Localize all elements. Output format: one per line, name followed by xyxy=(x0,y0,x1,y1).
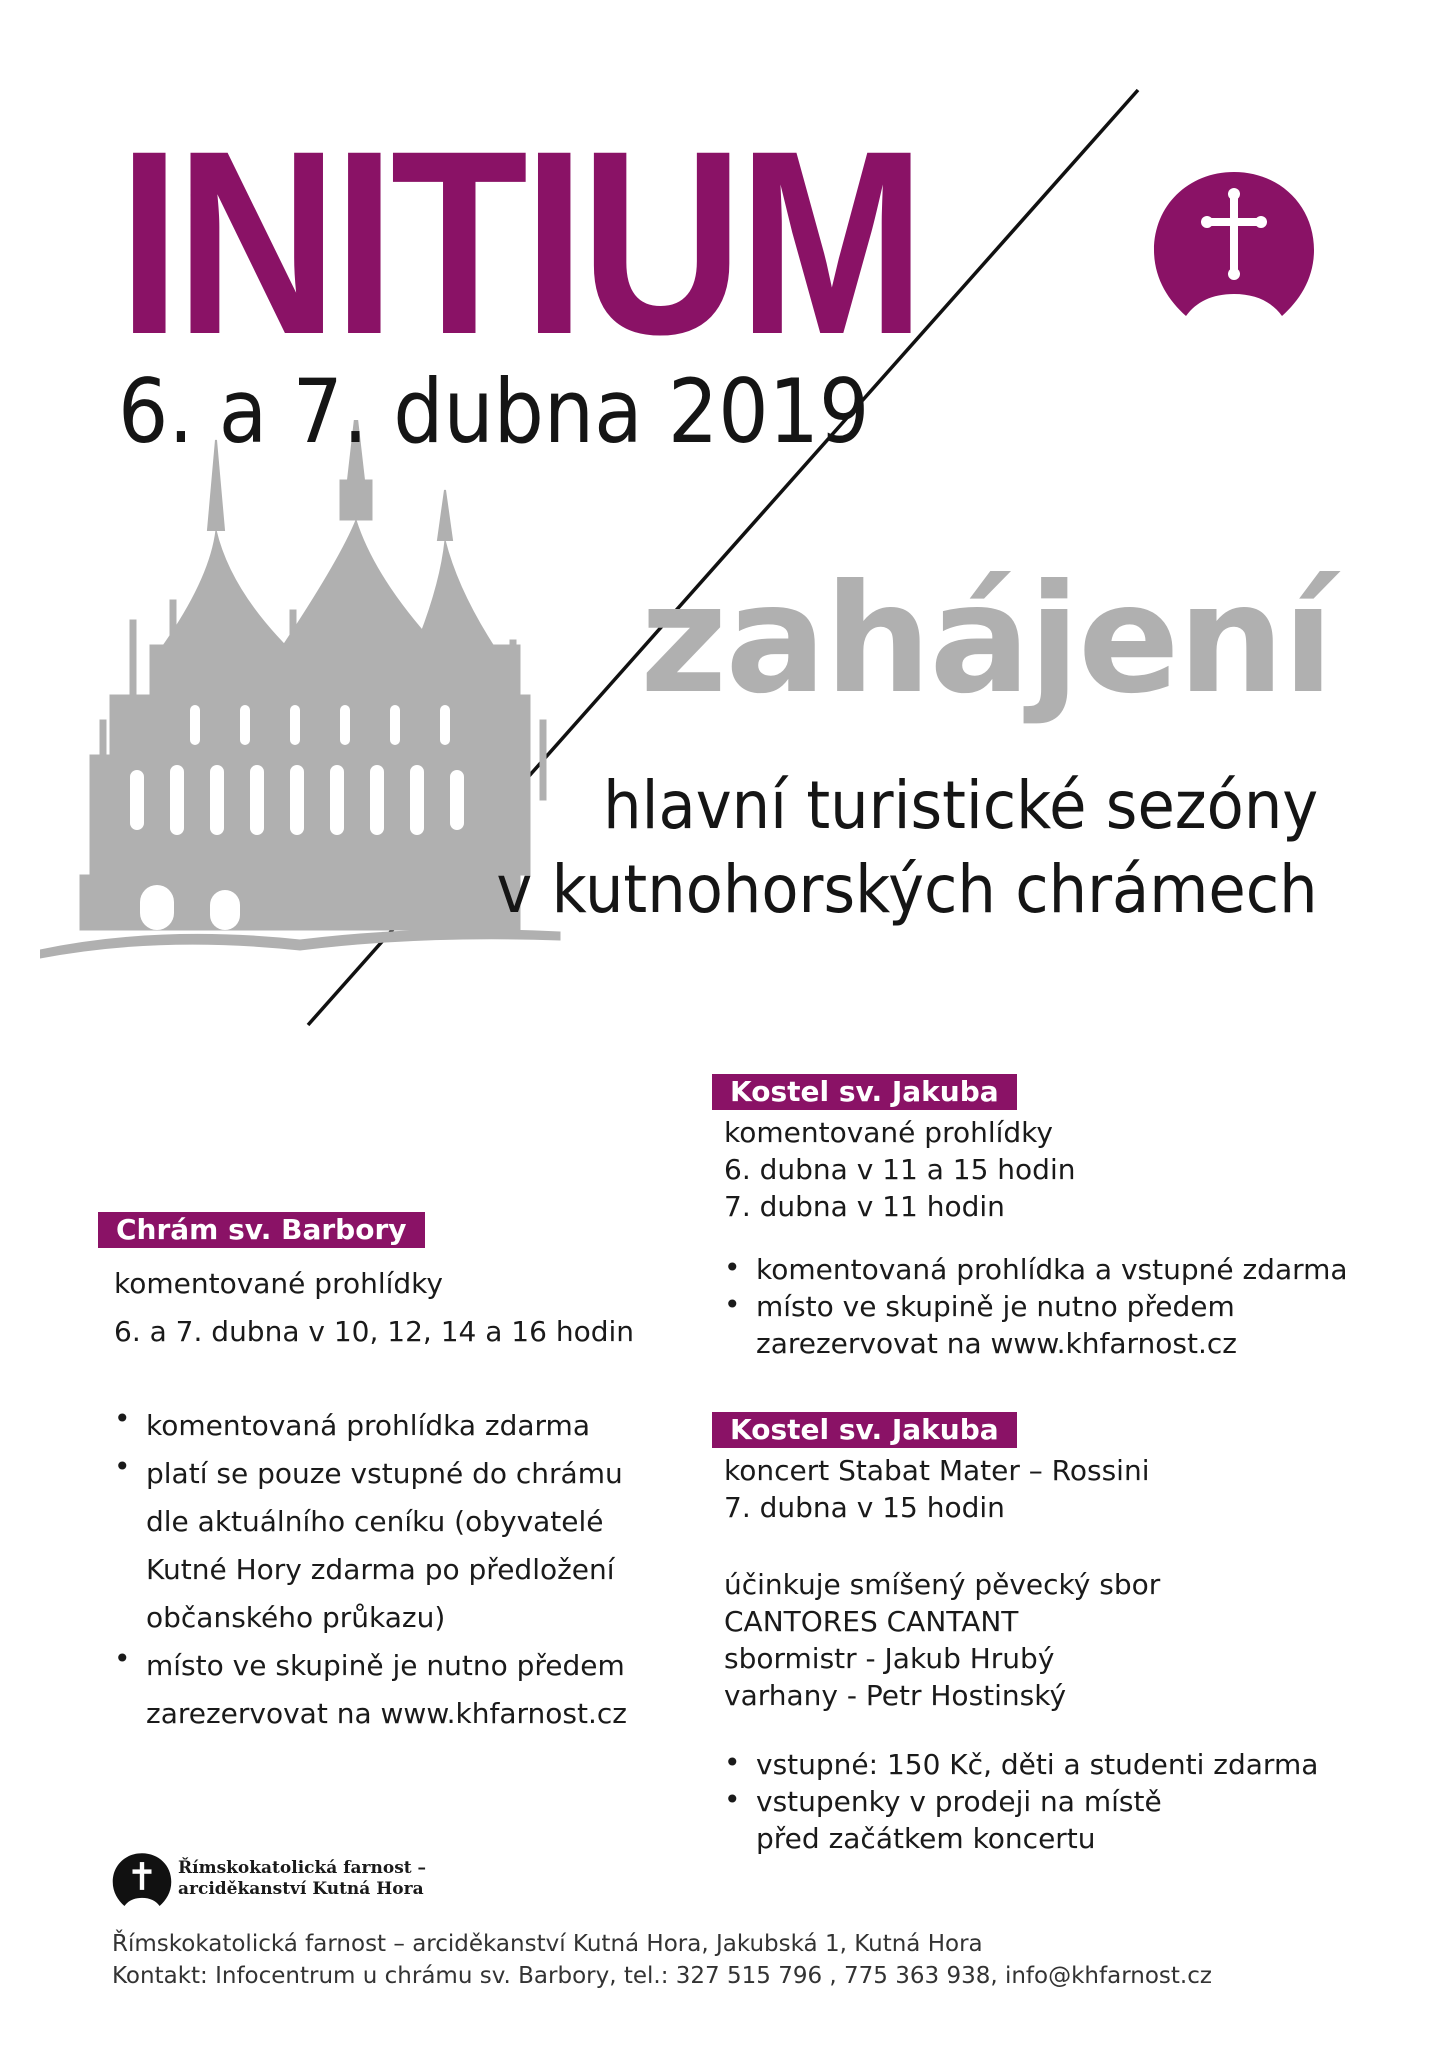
bullet-list xyxy=(724,1251,1372,1362)
org-line: Římskokatolická farnost – xyxy=(178,1858,427,1878)
credit-line: CANTORES CANTANT xyxy=(724,1605,1019,1638)
bullet-item xyxy=(114,1642,658,1738)
section-barbora xyxy=(98,1212,658,1738)
bullet-item xyxy=(114,1402,658,1450)
bullet-item xyxy=(724,1288,1372,1362)
info-line: 7. dubna v 15 hodin xyxy=(724,1491,1005,1524)
bullet-item xyxy=(724,1783,1372,1857)
credit-line: účinkuje smíšený pěvecký sbor xyxy=(724,1568,1161,1601)
bullet-item xyxy=(724,1251,1372,1288)
info-line: komentované prohlídky xyxy=(114,1267,443,1300)
bullet-text: zarezervovat na www.khfarnost.cz xyxy=(756,1327,1237,1360)
section-tag: Chrám sv. Barbory xyxy=(98,1212,425,1248)
cross-bell-icon xyxy=(112,1852,172,1908)
section-jakub-tours xyxy=(712,1074,1372,1362)
bullet-item xyxy=(114,1450,658,1642)
bullet-text: • místo ve skupině je nutno předem xyxy=(756,1290,1235,1323)
bullet-text: dle aktuálního ceníku (obyvatelé xyxy=(146,1505,604,1538)
bullet-text: • komentovaná prohlídka a vstupné zdarma xyxy=(756,1253,1348,1286)
footer-contact: Kontakt: Infocentrum u chrámu sv. Barbory, tel.: 327 515 796 , 775 363 938, info@khfarnost.cz xyxy=(112,1963,1212,1989)
bullet-list xyxy=(724,1746,1372,1857)
bullet-text: • vstupenky v prodeji na místě xyxy=(756,1785,1162,1818)
section-tag: Kostel sv. Jakuba xyxy=(712,1074,1017,1110)
bullet-text: • místo ve skupině je nutno předem xyxy=(146,1649,625,1682)
footer-address: Římskokatolická farnost – arciděkanství Kutná Hora, Jakubská 1, Kutná Hora xyxy=(112,1931,983,1957)
section-jakub-concert xyxy=(712,1412,1372,1857)
event-title: INITIUM xyxy=(118,96,921,389)
info-line: 6. dubna v 11 a 15 hodin xyxy=(724,1153,1076,1186)
org-line: arciděkanství Kutná Hora xyxy=(178,1879,424,1899)
bullet-text: • vstupné: 150 Kč, děti a studenti zdarma xyxy=(756,1748,1319,1781)
bullet-text: zarezervovat na www.khfarnost.cz xyxy=(146,1697,627,1730)
info-line: koncert Stabat Mater – Rossini xyxy=(724,1454,1150,1487)
event-dates: 6. a 7. dubna 2019 xyxy=(118,360,870,463)
bullet-item xyxy=(724,1746,1372,1783)
info-line: komentované prohlídky xyxy=(724,1116,1053,1149)
bullet-text: občanského průkazu) xyxy=(146,1601,446,1634)
bullet-text: • komentovaná prohlídka zdarma xyxy=(146,1409,590,1442)
bullet-text: • platí se pouze vstupné do chrámu xyxy=(146,1457,623,1490)
bullet-text: Kutné Hory zdarma po předložení xyxy=(146,1553,615,1586)
subtitle-line-2: v kutnohorských chrámech xyxy=(496,851,1318,928)
credit-line: sbormistr - Jakub Hrubý xyxy=(724,1642,1055,1675)
info-line: 6. a 7. dubna v 10, 12, 14 a 16 hodin xyxy=(114,1315,635,1348)
bullet-list xyxy=(114,1402,658,1738)
section-tag: Kostel sv. Jakuba xyxy=(712,1412,1017,1448)
cross-bell-icon xyxy=(1152,170,1316,320)
kickoff-heading: zahájení xyxy=(640,553,1332,727)
subtitle-line-1: hlavní turistické sezóny xyxy=(602,767,1318,844)
footer xyxy=(112,1928,1212,1992)
credit-line: varhany - Petr Hostinský xyxy=(724,1679,1067,1712)
organization-name xyxy=(178,1858,426,1900)
info-line: 7. dubna v 11 hodin xyxy=(724,1190,1005,1223)
bullet-text: před začátkem koncertu xyxy=(756,1822,1096,1855)
